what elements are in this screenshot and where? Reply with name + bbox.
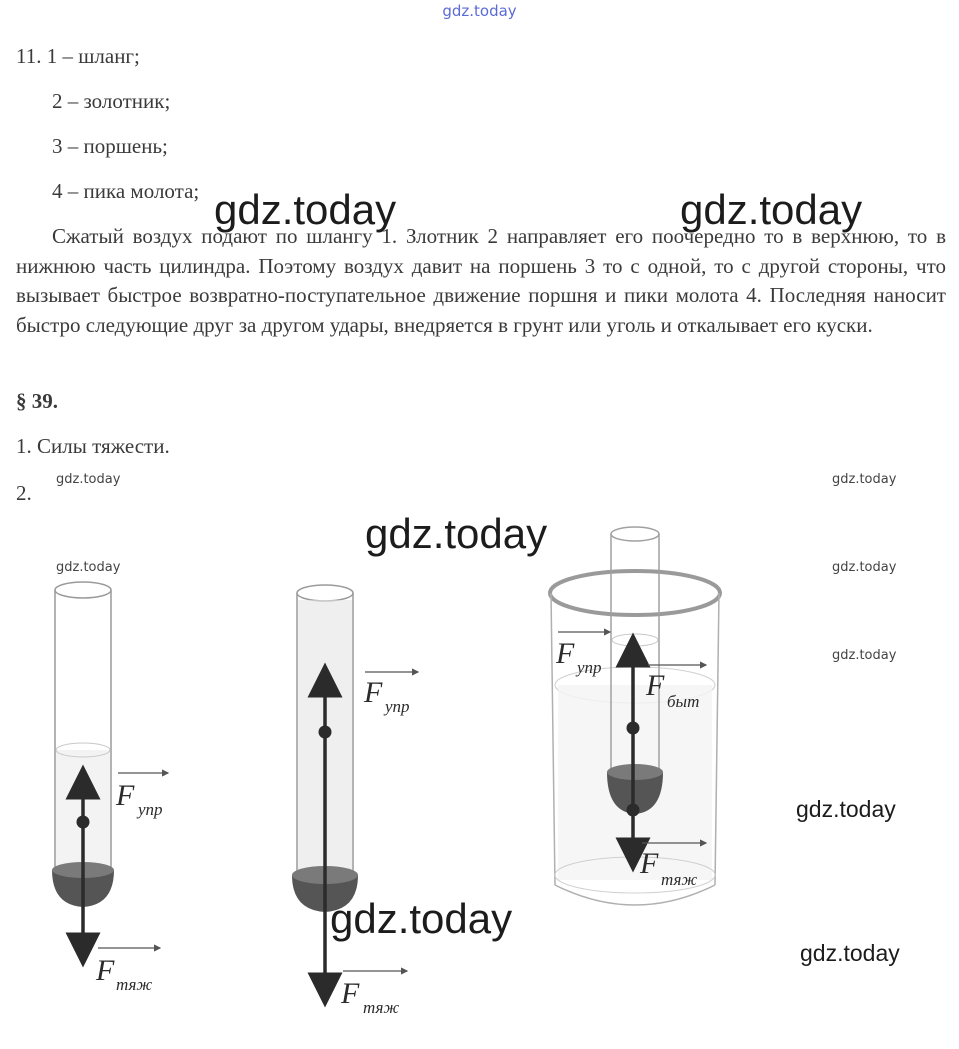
force-label-tube3-buoyancy: F <box>646 669 665 702</box>
sub-tube2-gravity: тяж <box>363 998 400 1017</box>
sub-tube2-elastic: упр <box>385 697 410 716</box>
answer11-item1: 11. 1 – шланг; <box>16 44 140 68</box>
answer11-item2: 2 – золотник; <box>52 89 171 113</box>
sub-tube1-gravity: тяж <box>116 975 153 994</box>
sub-tube3-gravity: тяж <box>661 870 698 889</box>
watermark-small-5: gdz.today <box>832 648 897 663</box>
force-label-tube2-gravity: F <box>341 977 360 1010</box>
answer11-item3: 3 – поршень; <box>52 134 168 158</box>
section-heading: § 39. <box>16 389 58 413</box>
tube-1 <box>52 582 168 994</box>
answer11-paragraph: Сжатый воздух подают по шлангу 1. Злотник 2 направляет его поочередно то в верхнюю, то в нижнюю часть цилиндра. Поэтому воздух давит на поршень 3 то с одной, то с другой стороны, что вызывает быстрое возвратно-поступательное движение поршня и пики молота 4. Последняя наносит быстро следующие друг за другом удары, внедряется в грунт или уголь и откалывает его куски. <box>16 224 946 337</box>
sub-tube1-elastic: упр <box>138 800 163 819</box>
sub-tube3-elastic: упр <box>577 658 602 677</box>
watermark-small-4: gdz.today <box>832 560 897 575</box>
watermark-mid-1: gdz.today <box>796 796 896 822</box>
watermark-big-2: gdz.today <box>680 186 863 233</box>
tube-2 <box>292 585 418 1017</box>
force-label-tube2-elastic: F <box>364 676 383 709</box>
watermark-big-1: gdz.today <box>214 186 397 233</box>
answer1: 1. Силы тяжести. <box>16 434 170 458</box>
header-watermark: gdz.today <box>442 2 517 20</box>
watermark-mid-2: gdz.today <box>800 940 900 966</box>
force-label-tube3-gravity: F <box>640 847 659 880</box>
force-label-tube1-elastic: F <box>116 779 135 812</box>
sub-tube3-buoyancy: быт <box>667 692 700 711</box>
answer2: 2. <box>16 481 32 505</box>
answer11-item4: 4 – пика молота; <box>52 179 200 203</box>
watermark-small-1: gdz.today <box>56 472 121 487</box>
force-label-tube1-gravity: F <box>96 954 115 987</box>
force-label-tube3-elastic: F <box>556 637 575 670</box>
watermark-big-3: gdz.today <box>365 510 548 557</box>
watermark-small-2: gdz.today <box>832 472 897 487</box>
beaker-with-tube <box>550 527 720 905</box>
watermark-small-3: gdz.today <box>56 560 121 575</box>
watermark-big-4: gdz.today <box>330 895 513 942</box>
